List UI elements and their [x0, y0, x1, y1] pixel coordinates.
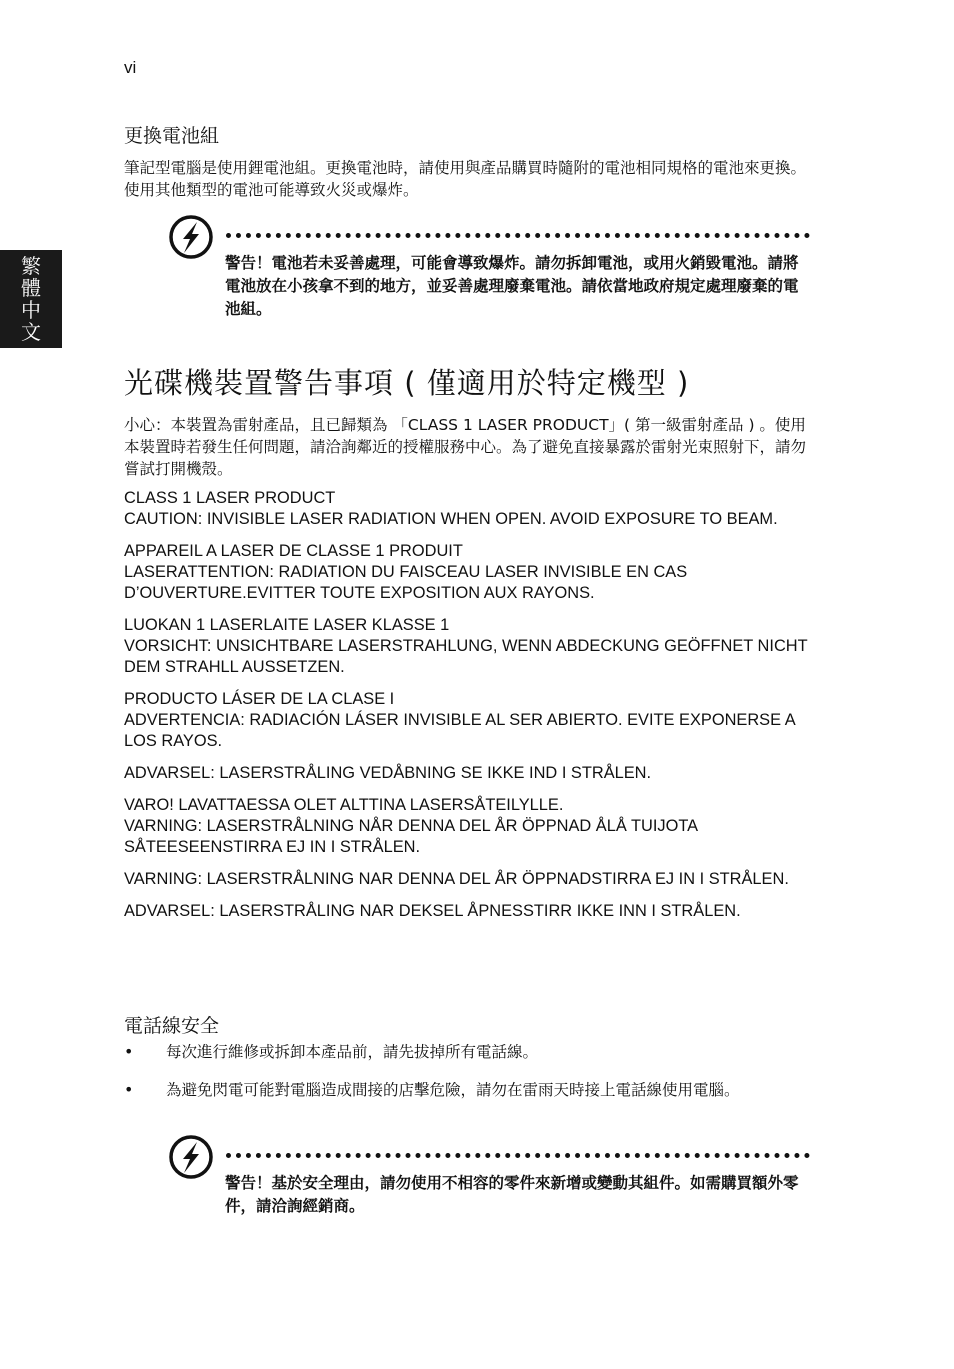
- laser-notices: [124, 488, 814, 922]
- phone-warning-text: 警告！基於安全理由，請勿使用不相容的零件來新增或變動其組件。如需購買額外零件，請洽詢經銷商。: [225, 1174, 799, 1215]
- laser-notice-no: ADVARSEL: LASERSTRÅLING NAR DEKSEL ÅPNESSTIRR IKKE INN I STRÅLEN.: [124, 902, 741, 920]
- list-item-text: 每次進行維修或拆卸本產品前，請先拔掉所有電話線。: [166, 1043, 539, 1061]
- list-item-text: 為避免閃電可能對電腦造成間接的店擊危險，請勿在雷雨天時接上電話線使用電腦。: [166, 1081, 740, 1099]
- laser-notice-de: LUOKAN 1 LASERLAITE LASER KLASSE 1 VORSICHT: UNSICHTBARE LASERSTRAHLUNG, WENN ABDECKUNG GEÖFFNET NICHT DEM STRAHLL AUSSETZEN.: [124, 616, 808, 676]
- laser-notice-fr: APPAREIL A LASER DE CLASSE 1 PRODUIT LASERATTENTION: RADIATION DU FAISCEAU LASER INVISIBLE EN CAS D’OUVERTURE.EVITTER TOUTE EXPOSITION AUX RAYONS.: [124, 542, 688, 602]
- battery-warning-text: 警告！電池若未妥善處理，可能會導致爆炸。請勿拆卸電池，或用火銷毀電池。請將電池放在小孩拿不到的地方，並妥善處理廢棄電池。請依當地政府規定處理廢棄的電池組。: [225, 254, 799, 318]
- phone-warning: [168, 1134, 813, 1264]
- warning-lightning-icon: [168, 1134, 214, 1180]
- phone-heading: 電話線安全: [124, 1015, 220, 1037]
- laser-notice-es: PRODUCTO LÁSER DE LA CLASE I ADVERTENCIA: RADIACIÓN LÁSER INVISIBLE AL SER ABIERTO. EVITE EXPONERSE A LOS RAYOS.: [124, 690, 795, 750]
- laser-notice-fi-sv: VARO! LAVATTAESSA OLET ALTTINA LASERSÅTEILYLLE. VARNING: LASERSTRÅLNING NÅR DENNA DEL ÅR ÖPPNAD ÅLÅ TUIJOTA SÅTEESEENSTIRRA EJ IN I STRÅLEN.: [124, 796, 698, 856]
- list-item: [124, 1040, 814, 1064]
- page-number: vi: [124, 58, 137, 77]
- battery-body: 筆記型電腦是使用鋰電池組。更換電池時，請使用與產品購買時隨附的電池相同規格的電池來更換。使用其他類型的電池可能導致火災或爆炸。: [124, 159, 807, 199]
- language-side-tab: [0, 250, 62, 348]
- bullet-icon: •: [124, 1042, 134, 1061]
- warning-divider: [226, 1153, 810, 1158]
- laser-notice-sv: VARNING: LASERSTRÅLNING NAR DENNA DEL ÅR ÖPPNADSTIRRA EJ IN I STRÅLEN.: [124, 870, 789, 888]
- list-item: [124, 1078, 814, 1102]
- phone-bullet-list: [124, 1040, 814, 1116]
- language-side-tab-label: 繁體中文: [21, 254, 41, 344]
- battery-warning: [168, 214, 813, 344]
- laser-notice-da: ADVARSEL: LASERSTRÅLING VEDÅBNING SE IKKE IND I STRÅLEN.: [124, 764, 652, 782]
- laser-notice-en: CLASS 1 LASER PRODUCT CAUTION: INVISIBLE LASER RADIATION WHEN OPEN. AVOID EXPOSURE TO BEAM.: [124, 489, 778, 528]
- laser-intro: 小心：本裝置為雷射產品，且已歸類為 「CLASS 1 LASER PRODUCT」( 第一級雷射產品 ) 。使用本裝置時若發生任何問題，請洽詢鄰近的授權服務中心。為了避免直接暴露於雷射光束照射下，請勿嘗試打開機殼。: [124, 416, 807, 478]
- bullet-icon: •: [124, 1080, 134, 1099]
- warning-divider: [226, 233, 810, 238]
- battery-heading: 更換電池組: [124, 125, 220, 147]
- laser-heading: 光碟機裝置警告事項 ( 僅適用於特定機型 ): [124, 366, 690, 400]
- warning-lightning-icon: [168, 214, 214, 260]
